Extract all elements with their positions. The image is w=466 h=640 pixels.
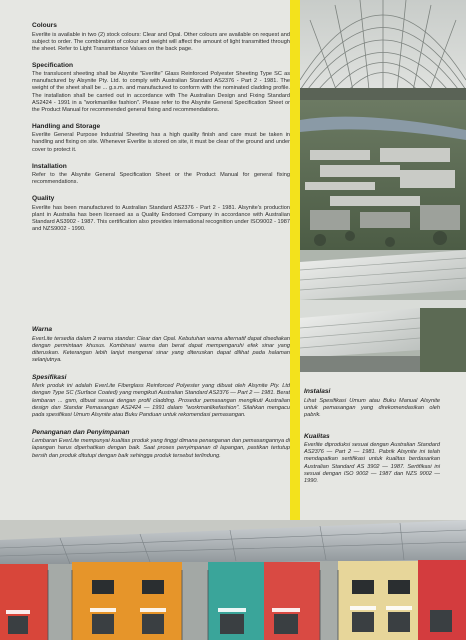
colorful-buildings-photo	[0, 520, 466, 640]
industrial-buildings-photo	[300, 0, 466, 372]
section-penanganan	[32, 429, 290, 460]
text-specification: The translucent sheeting shall be Alsynite "Everlite" Glass Reinforced Polyester Sheeting Type SC as manufactured by Alsynite Pty. Ltd. to comply with Australian Standard AS2376 - Part 2 - 1981. The weight of the sheet shall be ... g.s.m. and manufactured to conform with the nominated cladding profile. The installation shall be carried out in accordance with The Australian Design and Fixing Standard AS2424 - 1991 in a "workmanlike fashion". Please refer to the Alsynite General Specification Sheet or the Product Manual for recommended general fixing and recommendations.	[32, 71, 290, 113]
indonesian-column-right	[304, 388, 440, 494]
heading-warna: Warna	[32, 326, 53, 333]
heading-spesifikasi: Spesifikasi	[32, 373, 67, 381]
heading-quality: Quality	[32, 195, 55, 203]
text-penanganan: Lembaran EverLite mempunyai kualitas produk yang tinggi dimana penanganan dan pemasangannya di lapangan harus diperhatikan dengan baik. Saat proses penyimpanan di lapangan, pastikan tertutup bersih dan produk ditutupi dengan baik sehingga produk tersebut terlindung.	[32, 438, 290, 459]
heading-handling: Handling and Storage	[32, 122, 101, 130]
section-warna	[32, 326, 290, 364]
text-installation: Refer to the Alsynite General Specification Sheet or the Product Manual for general fixing recommendations.	[32, 172, 290, 186]
accent-stripe	[290, 0, 300, 525]
section-specification	[32, 62, 290, 114]
section-handling	[32, 123, 290, 154]
section-colours	[32, 22, 290, 53]
section-quality	[32, 195, 290, 233]
text-kualitas: Everlite diproduksi sesuai dengan Australian Standard AS2376 — Part 2 — 1981. Pabrik Alsynite ini telah mendapatkan sertifikasi untuk kualitas berdasarkan Australian Standard AS 3902 — 1987. Sertifikasi ini sesuai dengan ISO 9002 — 1987 dan NZS 9002 — 1990.	[304, 442, 440, 484]
text-handling: Everlite General Purpose Industrial Sheeting has a high quality finish and care must be taken in handling and fixing on site. Whenever Everlite is stored on site, it must be clear of the ground and under cover to protect it.	[32, 132, 290, 153]
heading-specification: Specification	[32, 61, 74, 69]
section-instalasi	[304, 388, 440, 419]
section-spesifikasi	[32, 374, 290, 419]
heading-penanganan: Penanganan dan Penyimpanan	[32, 428, 130, 436]
section-installation	[32, 163, 290, 187]
text-quality: Everlite has been manufactured to Australian Standard AS2376 - Part 2 - 1981. Alsynite's production plant in Australia has been licensed as a Quality Endorsed Company in accordance with Australian Standard AS3902 - 1987. This certification also provides international recognition under ISO9002 - 1987 and NZS9002 - 1990.	[32, 204, 290, 233]
text-instalasi: Lihat Spesifikasi Umum atau Buku Manual Alsynite untuk pemasangan yang direkomendasikan oleh pabrik.	[304, 397, 440, 418]
indonesian-column-left	[32, 326, 290, 469]
heading-kualitas: Kualitas	[304, 432, 330, 440]
section-kualitas	[304, 433, 440, 485]
english-column	[32, 22, 290, 242]
text-spesifikasi: Merk produk ini adalah EverLite Fiberglass Reinforced Polyester yang dibuat oleh Alsynite Pty. Ltd dengan Type SC (Surface Coated) yang mengikuti Australian Standard AS2376 — Part 2 — 1981. Berat lembaran ... gsm, dibuat sesuai dengan profil cladding. Prosedur pemasangan mengikuti Australian design dan Standar Pemasangan AS2424 — 1991 dalam "workmanlikefashion". Silahkan mengacu pada spesifikasi Umum Alsynite atau Buku Panduan untuk rekomendasi pemasangan.	[32, 383, 290, 418]
heading-installation: Installation	[32, 162, 67, 170]
text-colours: Everlite is available in two (2) stock colours: Clear and Opal. Other colours are available on request and subject to order. The combination of colour and weight will affect the amount of light transmitted through the sheet. Refer to Light Transmittance Values on the back page.	[32, 31, 290, 52]
heading-instalasi: Instalasi	[304, 388, 331, 395]
heading-colours: Colours	[32, 22, 57, 29]
text-warna: EverLite tersedia dalam 2 warna standar: Clear dan Opal. Kebutuhan warna alternatif dapat disediakan dengan permintaan khusus. Kombinasi warna dan berat dapat mempengaruhi efek sinar yang diteruskan. Keterangan lebih lanjut mengenai sinar yang diteruskan dapat dilihat pada halaman selanjutnya.	[32, 335, 290, 363]
